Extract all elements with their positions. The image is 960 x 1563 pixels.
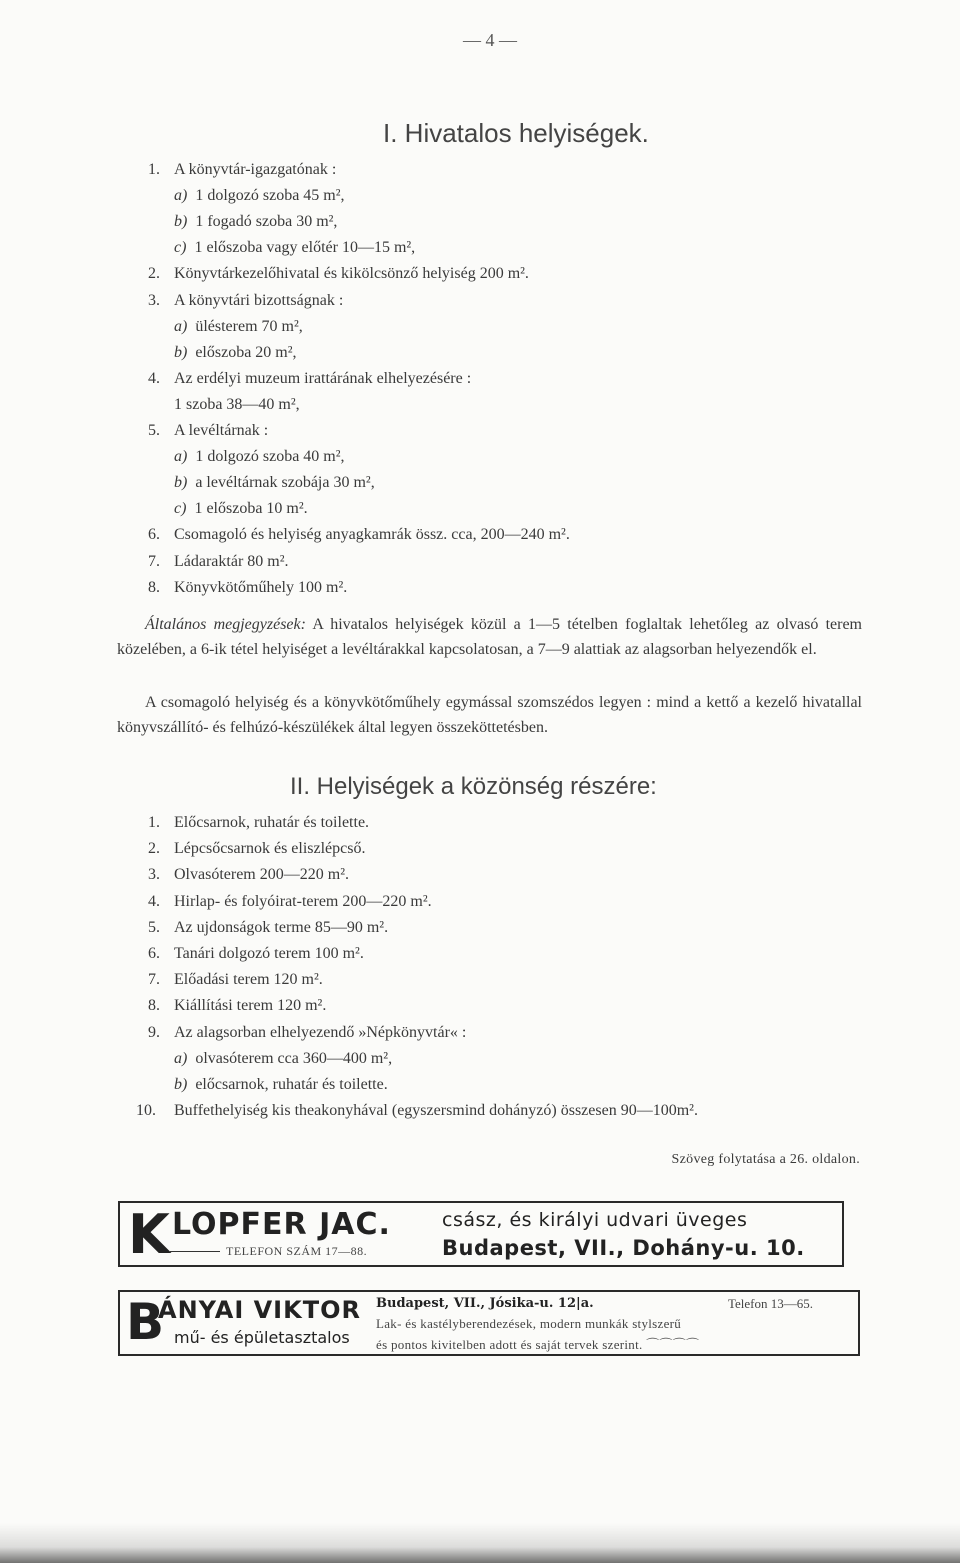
list-item	[148, 369, 471, 389]
ad-title: csász, és királyi udvari üveges	[442, 1209, 748, 1231]
list-item	[174, 1049, 392, 1069]
item-text: Lépcsőcsarnok és eliszlépcső.	[174, 840, 366, 858]
item-number: 10.	[136, 1102, 156, 1120]
item-number: 3.	[148, 866, 160, 884]
item-number: 8.	[148, 997, 160, 1015]
ad-company-name: ÁNYAI VIKTOR	[158, 1296, 361, 1324]
item-text: 1 előszoba 10 m².	[194, 500, 308, 518]
packaging-note-paragraph: A csomagoló helyiség és a könyvkötőműhely egymással szomszédos legyen : mind a kettő a kezelő hivatallal könyvszállító- és felhúzó-készülékek által legyen összeköttetésben.	[117, 694, 862, 736]
item-letter: c)	[174, 239, 187, 257]
ad-address: Budapest, VII., Jósika-u. 12|a.	[376, 1296, 594, 1311]
list-item	[174, 343, 297, 363]
item-letter: a)	[174, 187, 188, 205]
ad-initial-letter: B	[126, 1293, 165, 1351]
item-text: A levéltárnak :	[174, 422, 269, 439]
list-item	[148, 944, 364, 964]
item-number: 1.	[148, 161, 160, 178]
item-text: előszoba 20 m²,	[195, 343, 297, 361]
item-number: 2.	[148, 265, 160, 283]
page-number: — 4 —	[463, 30, 517, 50]
item-text: Hirlap- és folyóirat-terem 200—220 m².	[174, 892, 432, 910]
list-item	[174, 317, 303, 337]
item-text: Csomagoló és helyiség anyagkamrák össz. cca, 200—240 m².	[174, 526, 570, 544]
list-item	[148, 525, 570, 545]
item-text: Olvasóterem 200—220 m².	[174, 866, 349, 884]
item-letter: a)	[174, 448, 188, 466]
ad-rule	[170, 1251, 220, 1252]
ad-company-name: LOPFER JAC.	[172, 1207, 391, 1242]
item-number: 5.	[148, 422, 160, 439]
ad-description-line-2: és pontos kivitelben adott és saját tervek szerint. ⌒⌒⌒⌒	[376, 1337, 700, 1352]
item-letter: b)	[174, 343, 188, 361]
note-text: A hivatalos helyiségek közül a 1—5 tételben foglaltak lehetőleg az olvasó terem közelében, a 6-ik tétel helyiséget a levéltárakkal kapcsolatosan, a 7—9 alattiak az alagsorban helyezendők el.	[117, 616, 862, 658]
list-item	[174, 238, 415, 258]
item-number: 9.	[148, 1023, 160, 1041]
item-number: 6.	[148, 945, 160, 962]
item-text: előcsarnok, ruhatár és toilette.	[195, 1076, 388, 1093]
item-text: Az alagsorban elhelyezendő »Népkönyvtár« :	[174, 1023, 467, 1041]
item-number: 5.	[148, 918, 160, 936]
note-label: Általános megjegyzések:	[145, 616, 306, 633]
item-text: a levéltárnak szobája 30 m²,	[195, 474, 375, 492]
list-item	[174, 1075, 388, 1095]
list-item	[148, 813, 369, 833]
item-text: Könyvtárkezelőhivatal és kikölcsönző helyiség 200 m².	[174, 265, 529, 283]
ad-description-line-1: Lak- és kastélyberendezések, modern munkák stylszerű	[376, 1316, 682, 1331]
item-text: Kiállítási terem 120 m².	[174, 997, 327, 1015]
item-number: 2.	[148, 840, 160, 858]
item-text: Az ujdonságok terme 85—90 m².	[174, 918, 389, 936]
list-item	[148, 160, 336, 180]
item-text: Ládaraktár 80 m².	[174, 552, 289, 570]
list-item	[148, 970, 323, 990]
section2-heading: II. Helyiségek a közönség részére:	[290, 773, 657, 800]
item-text: Buffethelyiség kis theakonyhával (egyszersmind dohányzó) összesen 90—100m².	[174, 1102, 698, 1120]
item-text: Az erdélyi muzeum irattárának elhelyezésére :	[174, 369, 472, 387]
list-item	[148, 892, 432, 912]
advertisement-banyai	[118, 1290, 860, 1356]
list-item	[148, 996, 326, 1016]
general-notes-paragraph	[117, 612, 862, 662]
ad-trade: mű- és épületasztalos	[174, 1328, 350, 1347]
list-item	[174, 186, 345, 206]
ad-telephone: TELEFON SZÁM 17—88.	[226, 1244, 368, 1258]
scan-edge-shadow	[0, 1523, 960, 1563]
ad-telephone: Telefon 13—65.	[728, 1296, 814, 1311]
item-text: A könyvtár-igazgatónak :	[174, 161, 337, 178]
item-text: Könyvkötőműhely 100 m².	[174, 578, 348, 596]
list-item	[174, 395, 300, 415]
list-item	[148, 264, 529, 284]
item-text: olvasóterem cca 360—400 m²,	[195, 1049, 393, 1067]
item-text: 1 szoba 38—40 m²,	[174, 395, 300, 413]
item-text: ülésterem 70 m²,	[195, 317, 303, 335]
list-item	[174, 499, 308, 519]
item-text: A könyvtári bizottságnak :	[174, 291, 344, 309]
ad-initial-letter: K	[128, 1203, 170, 1266]
item-number: 4.	[148, 369, 160, 387]
list-item	[148, 578, 347, 598]
item-number: 8.	[148, 578, 160, 596]
item-number: 1.	[148, 814, 160, 831]
item-text: 1 fogadó szoba 30 m²,	[195, 213, 338, 231]
item-letter: b)	[174, 213, 188, 231]
item-text: 1 dolgozó szoba 40 m²,	[195, 448, 345, 466]
item-text: Előcsarnok, ruhatár és toilette.	[174, 814, 370, 831]
item-letter: c)	[174, 500, 187, 518]
continuation-note: Szöveg folytatása a 26. oldalon.	[671, 1152, 860, 1167]
list-item	[148, 291, 343, 311]
item-text: Előadási terem 120 m².	[174, 971, 323, 989]
item-number: 4.	[148, 892, 160, 910]
item-text: 1 dolgozó szoba 45 m²,	[195, 187, 345, 205]
list-item	[148, 552, 289, 572]
list-item	[174, 447, 345, 467]
list-item	[136, 1101, 698, 1121]
list-item	[148, 421, 268, 441]
item-letter: b)	[174, 474, 188, 492]
list-item	[148, 1023, 466, 1043]
list-item	[148, 865, 349, 885]
list-item	[148, 839, 365, 859]
item-letter: a)	[174, 1049, 188, 1067]
section1-heading: I. Hivatalos helyiségek.	[383, 118, 649, 148]
item-text: Tanári dolgozó terem 100 m².	[174, 945, 364, 962]
item-number: 3.	[148, 291, 160, 309]
advertisement-klopfer	[118, 1201, 844, 1267]
list-item	[148, 918, 388, 938]
item-letter: b)	[174, 1076, 188, 1093]
item-number: 7.	[148, 971, 160, 989]
list-item	[174, 473, 375, 493]
list-item	[174, 212, 337, 232]
item-number: 7.	[148, 552, 160, 570]
ad-address: Budapest, VII., Dohány-u. 10.	[442, 1236, 805, 1260]
item-letter: a)	[174, 317, 188, 335]
item-number: 6.	[148, 526, 160, 544]
item-text: 1 előszoba vagy előtér 10—15 m²,	[194, 239, 416, 257]
